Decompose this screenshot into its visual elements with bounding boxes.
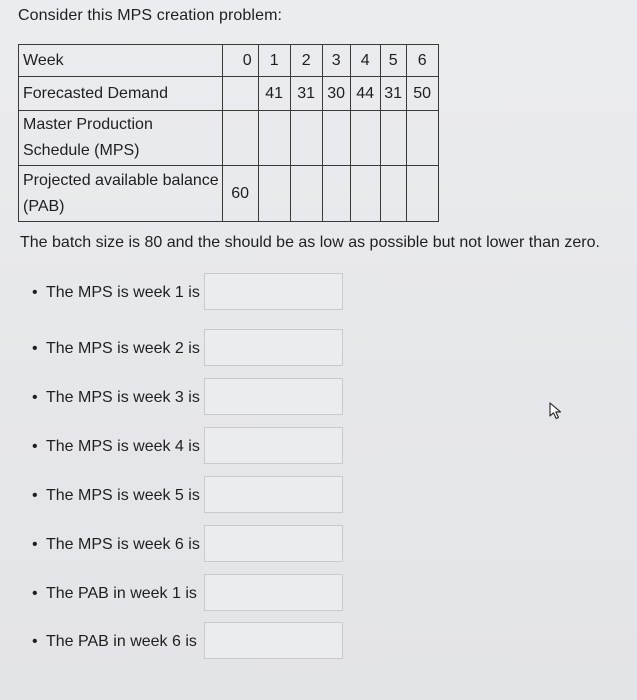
week-2: 2 [290,45,322,77]
question-mps-week-5 [32,476,352,516]
question-label: The PAB in week 6 is [46,633,197,650]
pab-cell-3 [322,166,350,222]
pab-cell-0: 60 [222,166,258,222]
mps-cell-3 [322,111,350,166]
mps-cell-0 [222,111,258,166]
pab-cell-5 [380,166,406,222]
question-label: The PAB in week 1 is [46,585,197,602]
bullet-icon: • [32,438,38,455]
pab-cell-1 [258,166,290,222]
pab-label-line-2: (PAB) [23,197,65,215]
pab-label [19,166,223,222]
question-label: The MPS is week 3 is [46,389,200,406]
forecast-cell-0 [222,77,258,111]
forecast-cell-6: 50 [406,77,438,111]
answer-input-mps-week-1[interactable] [204,273,343,310]
question-mps-week-6 [32,525,352,565]
mps-label [19,111,223,166]
question-mps-week-3 [32,378,352,418]
question-pab-week-1 [32,574,352,614]
week-header: Week [19,45,223,77]
answer-input-mps-week-2[interactable] [204,329,343,366]
forecast-cell-1: 41 [258,77,290,111]
week-3: 3 [322,45,350,77]
mps-cell-1 [258,111,290,166]
forecast-row [19,77,439,111]
question-label: The MPS is week 4 is [46,438,200,455]
mps-cell-5 [380,111,406,166]
bullet-icon: • [32,633,38,650]
answer-input-mps-week-4[interactable] [204,427,343,464]
mps-cell-4 [350,111,380,166]
forecast-cell-2: 31 [290,77,322,111]
question-label: The MPS is week 6 is [46,536,200,553]
mps-table [18,44,439,222]
pab-row [19,166,439,222]
forecast-cell-3: 30 [322,77,350,111]
intro-text: Consider this MPS creation problem: [18,7,283,24]
table-header-row [19,45,439,77]
question-mps-week-4 [32,427,352,467]
bullet-icon: • [32,389,38,406]
bullet-icon: • [32,340,38,357]
week-0: 0 [222,45,258,77]
forecast-cell-5: 31 [380,77,406,111]
question-mps-week-2 [32,329,352,369]
mps-cell-2 [290,111,322,166]
question-mps-week-1 [32,273,352,313]
bullet-icon: • [32,585,38,602]
pab-cell-6 [406,166,438,222]
answer-input-pab-week-1[interactable] [204,574,343,611]
question-label: The MPS is week 5 is [46,487,200,504]
week-6: 6 [406,45,438,77]
batch-size-note: The batch size is 80 and the should be as low as possible but not lower than zero. [20,234,600,251]
answer-input-mps-week-5[interactable] [204,476,343,513]
bullet-icon: • [32,284,38,301]
forecast-cell-4: 44 [350,77,380,111]
bullet-icon: • [32,536,38,553]
pab-cell-4 [350,166,380,222]
question-label: The MPS is week 2 is [46,340,200,357]
question-pab-week-6 [32,622,352,662]
answer-input-mps-week-3[interactable] [204,378,343,415]
mouse-cursor-icon [549,402,565,420]
pab-cell-2 [290,166,322,222]
answer-input-mps-week-6[interactable] [204,525,343,562]
week-1: 1 [258,45,290,77]
mps-label-line-2: Schedule (MPS) [23,142,140,159]
bullet-icon: • [32,487,38,504]
week-5: 5 [380,45,406,77]
mps-label-line-1: Master Production [23,116,153,133]
week-4: 4 [350,45,380,77]
mps-row [19,111,439,166]
forecast-label: Forecasted Demand [19,77,223,111]
mps-cell-6 [406,111,438,166]
answer-input-pab-week-6[interactable] [204,622,343,659]
question-label: The MPS is week 1 is [46,284,200,301]
pab-label-line-1: Projected available balance [23,171,219,189]
